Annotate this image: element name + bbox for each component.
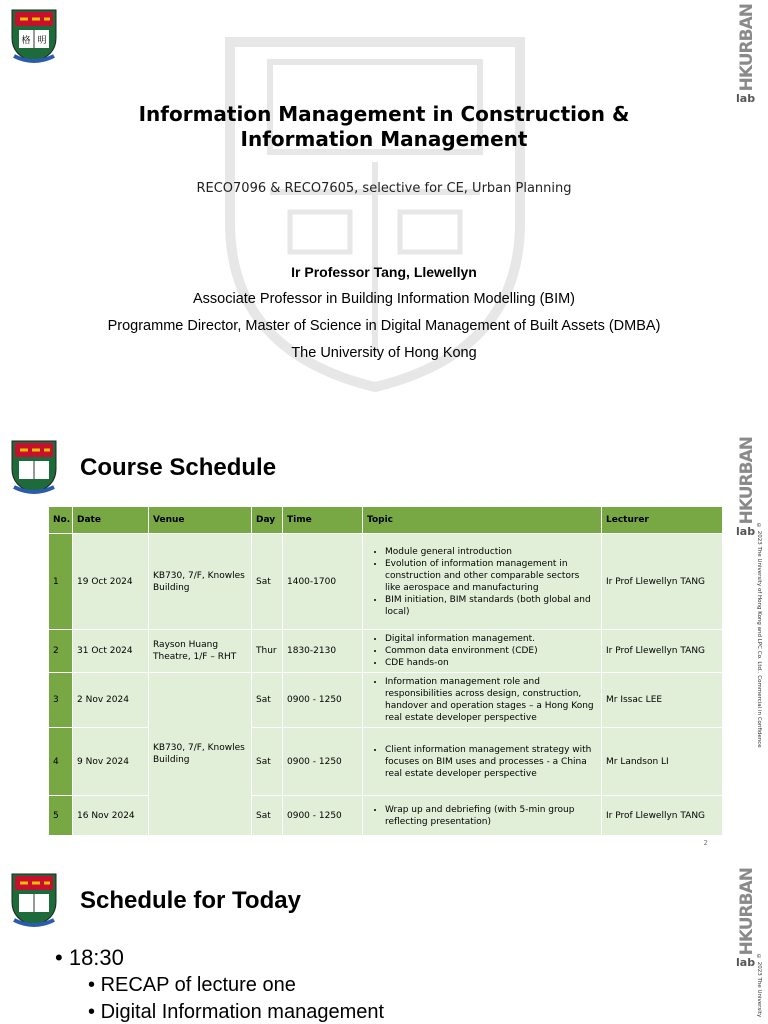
- hku-crest-logo: [10, 872, 58, 928]
- session-venue: KB730, 7/F, Knowles Building: [149, 534, 252, 630]
- svg-text:格: 格: [21, 36, 31, 46]
- session-day: Sat: [252, 796, 283, 836]
- session-date: 19 Oct 2024: [73, 534, 149, 630]
- session-day: Sat: [252, 534, 283, 630]
- course-schedule-slide: [0, 433, 768, 851]
- hkurban-lab-logo: HKURBAN lab: [736, 4, 757, 106]
- presenter-role-1: Associate Professor in Building Information Modelling (BIM): [193, 291, 575, 307]
- session-topics: [363, 796, 602, 836]
- session-day: Sat: [252, 728, 283, 796]
- hku-crest-logo: [10, 8, 58, 64]
- session-venue: Rayson Huang Theatre, 1/F – RHT: [149, 630, 252, 673]
- agenda-time-item: • 18:30: [55, 945, 124, 970]
- university-name: The University of Hong Kong: [291, 345, 477, 361]
- session-number: 4: [49, 728, 73, 796]
- copyright-notice: © 2023 The University: [756, 954, 762, 1018]
- session-day: Sat: [252, 673, 283, 728]
- agenda-sub-item: • Digital Information management: [88, 1001, 385, 1023]
- column-header: Topic: [363, 507, 602, 534]
- session-number: 5: [49, 796, 73, 836]
- page-number: 2: [703, 839, 708, 847]
- session-time: 0900 - 1250: [283, 796, 363, 836]
- column-header: Day: [252, 507, 283, 534]
- column-header: Venue: [149, 507, 252, 534]
- session-time: 1400-1700: [283, 534, 363, 630]
- session-lecturer: Ir Prof Llewellyn TANG: [602, 534, 723, 630]
- slide-title: Schedule for Today: [80, 887, 301, 914]
- topic-item: • Module general introduction: [385, 546, 597, 558]
- session-time: 0900 - 1250: [283, 673, 363, 728]
- agenda-sub-item: • RECAP of lecture one: [88, 974, 296, 996]
- schedule-table: [48, 506, 723, 836]
- presenter-role-2: Programme Director, Master of Science in Digital Management of Built Assets (DMBA): [107, 318, 661, 334]
- session-date: 31 Oct 2024: [73, 630, 149, 673]
- session-date: 9 Nov 2024: [73, 728, 149, 796]
- session-lecturer: Ir Prof Llewellyn TANG: [602, 630, 723, 673]
- session-number: 2: [49, 630, 73, 673]
- university-crest-watermark: [210, 22, 540, 392]
- copyright-notice: © 2023 The University of Hong Kong and LPC Co. Ltd.. Commercial in Confidence: [756, 523, 762, 748]
- topic-item: • Common data environment (CDE): [385, 645, 597, 657]
- column-header: Lecturer: [602, 507, 723, 534]
- session-date: 16 Nov 2024: [73, 796, 149, 836]
- schedule-today-slide: [0, 862, 768, 1024]
- table-row: [49, 534, 723, 630]
- column-header: No.: [49, 507, 73, 534]
- session-topics: [363, 630, 602, 673]
- topic-item: • CDE hands-on: [385, 657, 597, 669]
- column-header: Time: [283, 507, 363, 534]
- session-topics: [363, 534, 602, 630]
- presentation-title: Information Management in Construction & Information Management: [138, 102, 630, 151]
- hkurban-lab-logo: HKURBAN lab: [736, 437, 757, 539]
- table-row: [49, 630, 723, 673]
- topic-item: • Information management role and responsibilities across design, construction, handover and operation stages – a Hong Kong real estate developer perspective: [385, 676, 597, 724]
- session-topics: [363, 673, 602, 728]
- column-header: Date: [73, 507, 149, 534]
- session-lecturer: Mr Issac LEE: [602, 673, 723, 728]
- title-slide: [0, 0, 768, 410]
- topic-item: • Client information management strategy with focuses on BIM uses and processes - a China real estate developer perspective: [385, 744, 597, 780]
- topic-item: • BIM initiation, BIM standards (both global and local): [385, 594, 597, 618]
- session-number: 3: [49, 673, 73, 728]
- session-lecturer: Ir Prof Llewellyn TANG: [602, 796, 723, 836]
- hkurban-lab-logo: HKURBAN lab: [736, 868, 757, 970]
- session-date: 2 Nov 2024: [73, 673, 149, 728]
- session-lecturer: Mr Landson LI: [602, 728, 723, 796]
- session-time: 0900 - 1250: [283, 728, 363, 796]
- session-number: 1: [49, 534, 73, 630]
- agenda-list: [55, 944, 384, 1024]
- topic-item: • Evolution of information management in construction and other comparable sectors like aerospace and manufacturing: [385, 558, 597, 594]
- session-venue: KB730, 7/F, Knowles Building: [149, 673, 252, 836]
- course-codes: RECO7096 & RECO7605, selective for CE, Urban Planning: [196, 181, 572, 196]
- session-topics: [363, 728, 602, 796]
- table-row: [49, 673, 723, 728]
- presenter-name: Ir Professor Tang, Llewellyn: [291, 264, 477, 280]
- session-day: Thur: [252, 630, 283, 673]
- table-header-row: [49, 507, 723, 534]
- svg-text:明: 明: [37, 36, 47, 46]
- topic-item: • Digital information management.: [385, 633, 597, 645]
- session-time: 1830-2130: [283, 630, 363, 673]
- topic-item: • Wrap up and debriefing (with 5-min group reflecting presentation): [385, 804, 597, 828]
- hku-crest-logo: [10, 439, 58, 495]
- slide-title: Course Schedule: [80, 454, 277, 481]
